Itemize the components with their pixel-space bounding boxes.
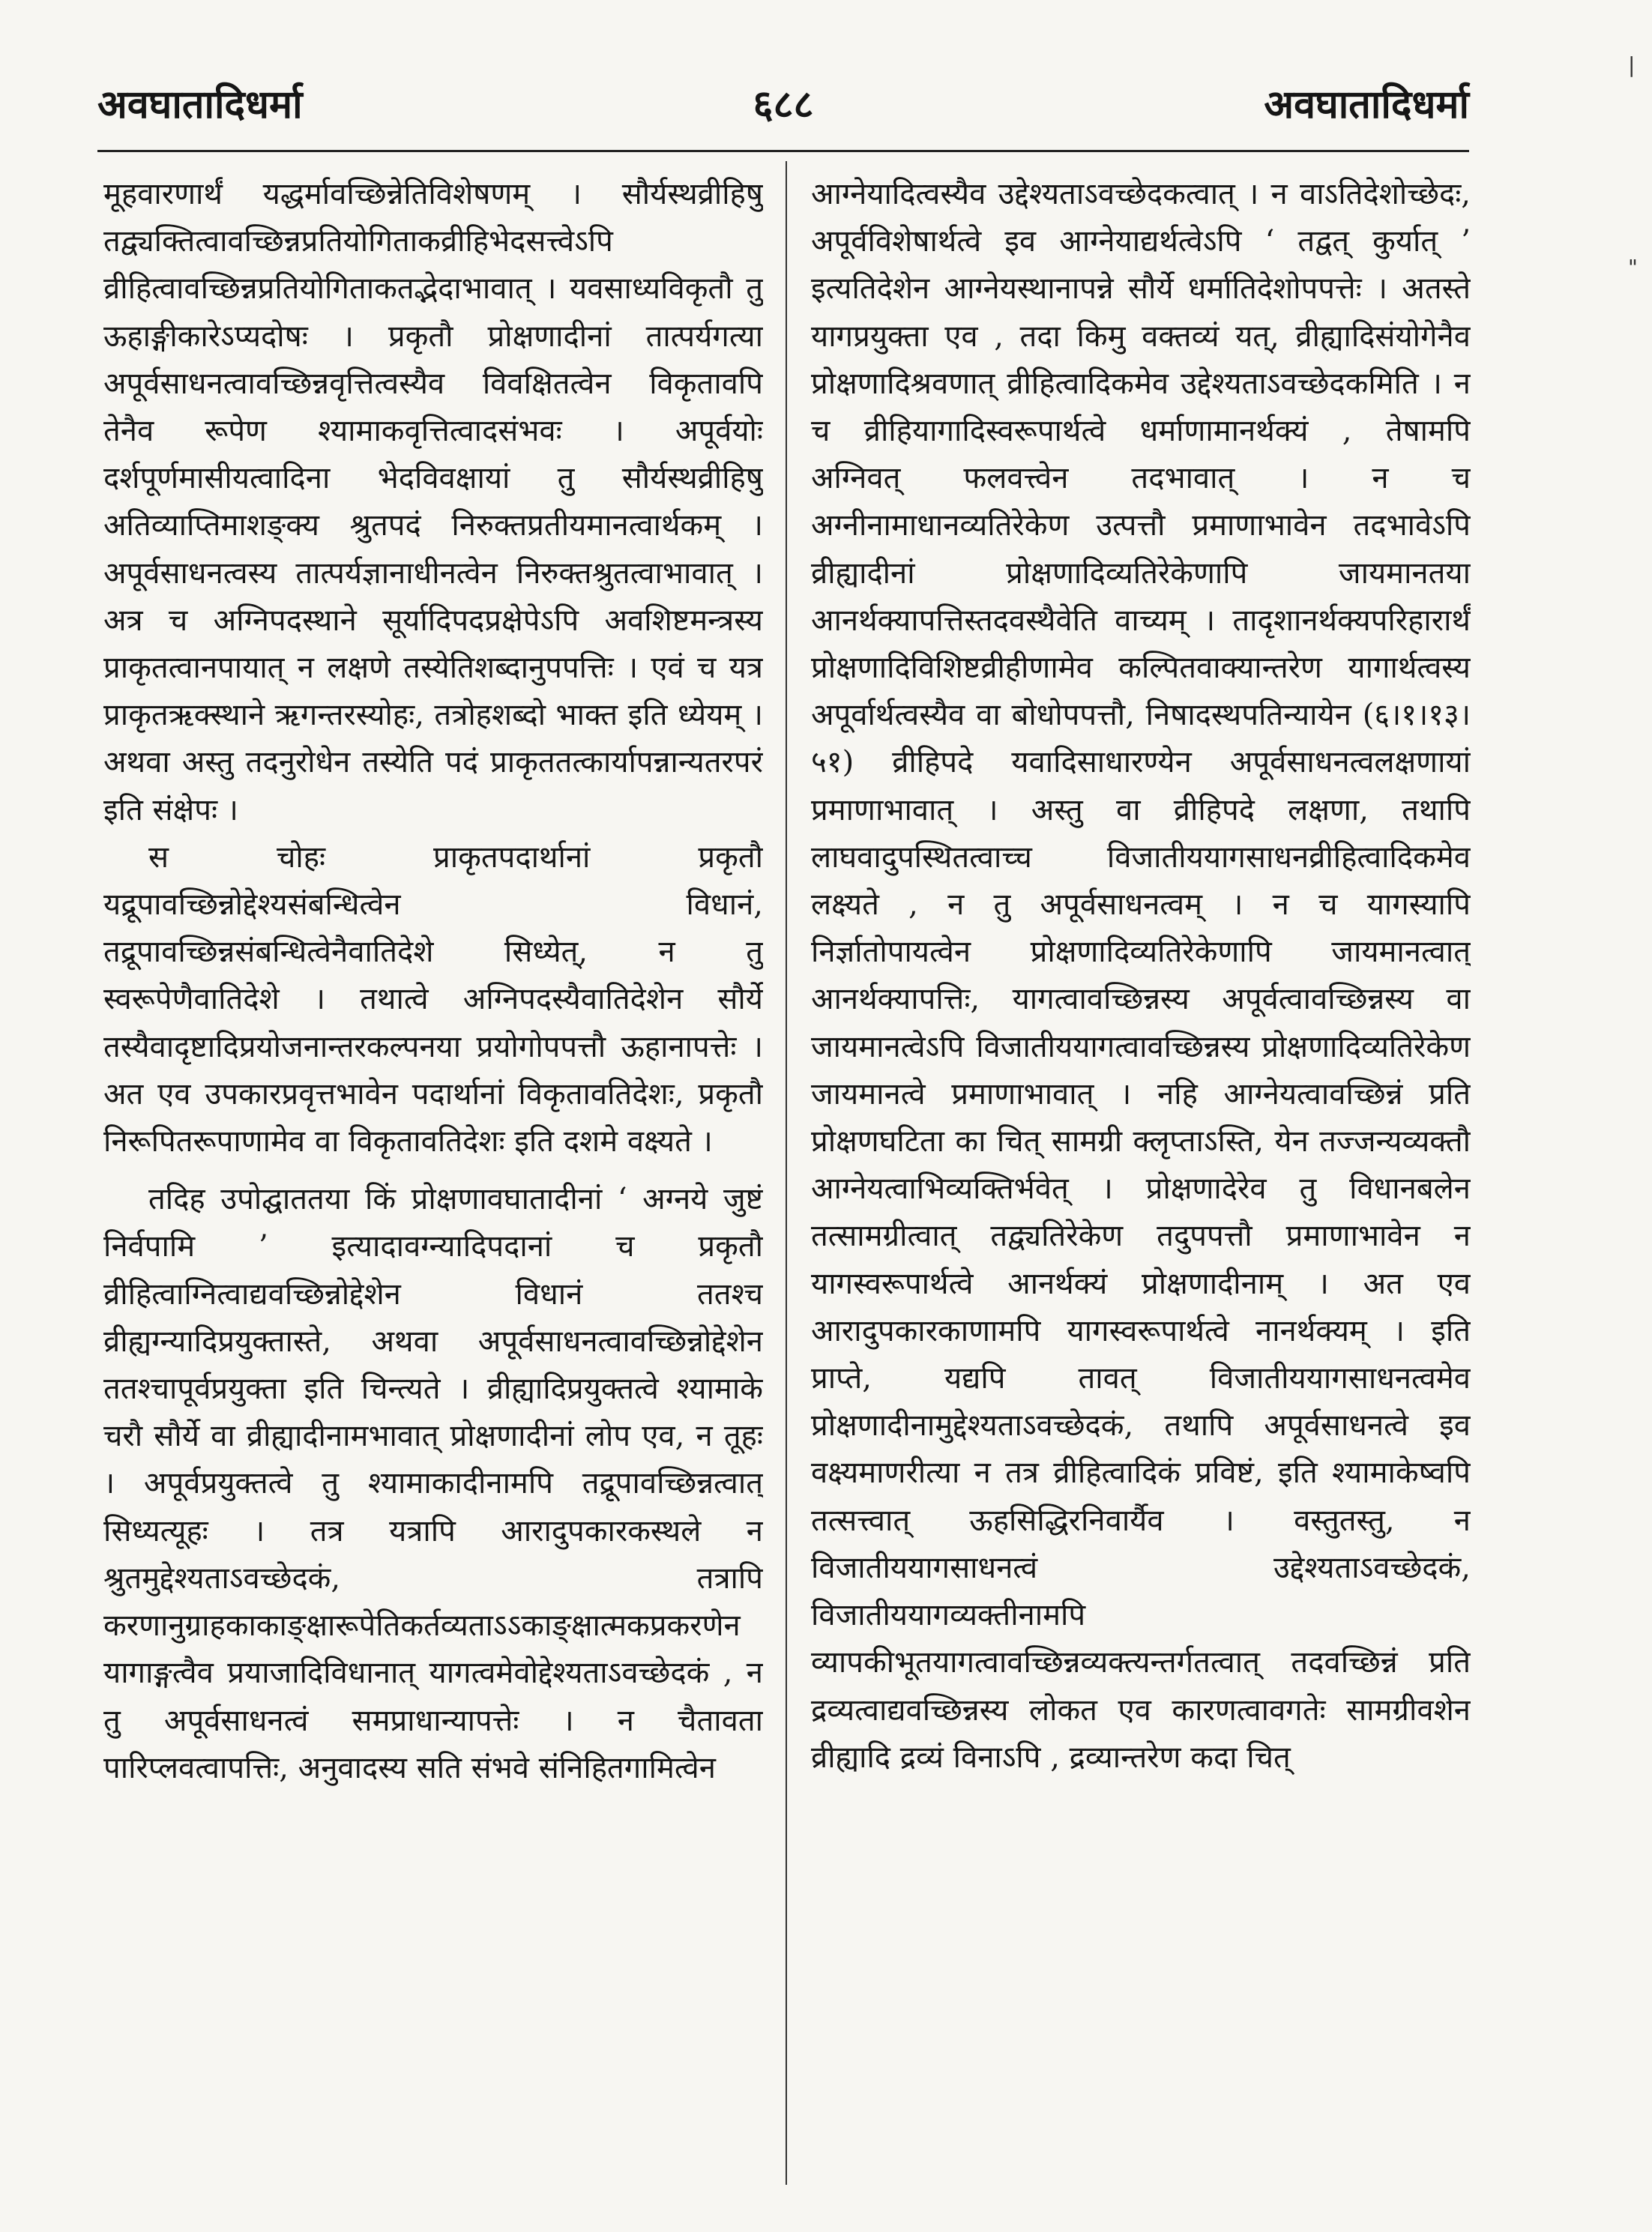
running-title-left: अवघातादिधर्मा (97, 82, 303, 127)
header-rule (97, 150, 1469, 152)
right-column (811, 171, 1471, 2187)
page-header (97, 75, 1469, 135)
running-title-right: अवघातादिधर्मा (1264, 82, 1469, 127)
page-number: ६८८ (753, 82, 814, 127)
left-paragraph-1: मूहवारणार्थं यद्धर्मावच्छिन्नेतिविशेषणम् । सौर्यस्थव्रीहिषु तद्व्यक्तित्वावच्छिन्नप्रतियोगिताकव्रीहिभेदसत्त्वेऽपि व्रीहित्वावच्छिन्नप्रतियोगिताकतद्भेदाभावात् । यवसाध्यविकृतौ तु ऊहाङ्गीकारेऽप्यदोषः । प्रकृतौ प्रोक्षणादीनां तात्पर्यगत्या अपूर्वसाधनत्वावच्छिन्नवृत्तित्वस्यैव विवक्षितत्वेन विकृतावपि तेनैव रूपेण श्यामाकवृत्तित्वादसंभवः । अपूर्वयोः दर्शपूर्णमासीयत्वादिना भेदविवक्षायां तु सौर्यस्थव्रीहिषु अतिव्याप्तिमाशङ्क्य श्रुतपदं निरुक्तप्रतीयमानत्वार्थकम् । अपूर्वसाधनत्वस्य तात्पर्यज्ञानाधीनत्वेन निरुक्तश्रुतत्वाभावात् । अत्र च अग्निपदस्थाने सूर्यादिपदप्रक्षेपेऽपि अवशिष्टमन्त्रस्य प्राकृतत्वानपायात् न लक्षणे तस्येतिशब्दानुपपत्तिः । एवं च यत्र प्राकृतऋक्स्थाने ऋगन्तरस्योहः, तत्रोहशब्दो भाक्त इति ध्येयम् । अथवा अस्तु तदनुरोधेन तस्येति पदं प्राकृततत्कार्यापन्नान्यतरपरं इति संक्षेपः । (103, 177, 763, 827)
edge-mark-top: | (1628, 52, 1636, 77)
column-divider (786, 161, 787, 2185)
left-column (103, 171, 763, 2187)
left-paragraph-3: तदिह उपोद्घाततया किं प्रोक्षणावघातादीनां ‘ अग्नये जुष्टं निर्वपामि ’ इत्यादावग्न्यादिपदानां च प्रकृतौ व्रीहित्वाग्नित्वाद्यवच्छिन्नोद्देशेन विधानं ततश्च व्रीह्यग्न्यादिप्रयुक्तास्ते, अथवा अपूर्वसाधनत्वावच्छिन्नोद्देशेन ततश्चापूर्वप्रयुक्ता इति चिन्त्यते । व्रीह्यादिप्रयुक्तत्वे श्यामाके चरौ सौर्ये वा व्रीह्यादीनामभावात् प्रोक्षणादीनां लोप एव, न तूहः । अपूर्वप्रयुक्तत्वे तु श्यामाकादीनामपि तद्रूपावच्छिन्नत्वात् सिध्यत्यूहः । तत्र यत्रापि आरादुपकारकस्थले न श्रुतमुद्देश्यताऽवच्छेदकं, तत्रापि करणानुग्राहकाकाङ्क्षारूपेतिकर्तव्यताऽऽकाङ्क्षात्मकप्रकरणेन यागाङ्गत्वैव प्रयाजादिविधानात् यागत्वमेवोद्देश्यताऽवच्छेदकं , न तु अपूर्वसाधनत्वं समप्राधान्यापत्तेः । न चैतावता पारिप्लवत्वापत्तिः, अनुवादस्य सति संभवे संनिहितगामित्वेन (103, 1182, 763, 1785)
right-paragraph-1: आग्नेयादित्वस्यैव उद्देश्यताऽवच्छेदकत्वात् । न वाऽतिदेशोच्छेदः, अपूर्वविशेषार्थत्वे इव आग्नेयाद्यर्थत्वेऽपि ‘ तद्वत् कुर्यात् ’ इत्यतिदेशेन आग्नेयस्थानापन्ने सौर्ये धर्मातिदेशोपपत्तेः । अतस्ते यागप्रयुक्ता एव , तदा किमु वक्तव्यं यत्, व्रीह्यादिसंयोगेनैव प्रोक्षणादिश्रवणात् व्रीहित्वादिकमेव उद्देश्यताऽवच्छेदकमिति । न च व्रीहियागादिस्वरूपार्थत्वे धर्माणामानर्थक्यं , तेषामपि अग्निवत् फलवत्त्वेन तदभावात् । न च अग्नीनामाधानव्यतिरेकेण उत्पत्तौ प्रमाणाभावेन तदभावेऽपि व्रीह्यादीनां प्रोक्षणादिव्यतिरेकेणापि जायमानतया आनर्थक्यापत्तिस्तदवस्थैवेति वाच्यम् । तादृशानर्थक्यपरिहारार्थं प्रोक्षणादिविशिष्टव्रीहीणामेव कल्पितवाक्यान्तरेण यागार्थत्वस्य अपूर्वार्थत्वस्यैव वा बोधोपपत्तौ, निषादस्थपतिन्यायेन (६।१।१३।५१) व्रीहिपदे यवादिसाधारण्येन अपूर्वसाधनत्वलक्षणायां प्रमाणाभावात् । अस्तु वा व्रीहिपदे लक्षणा, तथापि लाघवादुपस्थितत्वाच्च विजातीययागसाधनव्रीहित्वादिकमेव लक्ष्यते , न तु अपूर्वसाधनत्वम् । न च यागस्यापि निर्ज्ञातोपायत्वेन प्रोक्षणादिव्यतिरेकेणापि जायमानत्वात् आनर्थक्यापत्तिः, यागत्वावच्छिन्नस्य अपूर्वत्वावच्छिन्नस्य वा जायमानत्वेऽपि विजातीययागत्वावच्छिन्नस्य प्रोक्षणादिव्यतिरेकेण जायमानत्वे प्रमाणाभावात् । नहि आग्नेयत्वावच्छिन्नं प्रति प्रोक्षणघटिता का चित् सामग्री क्लृप्ताऽस्ति, येन तज्जन्यव्यक्तौ आग्नेयत्वाभिव्यक्तिर्भवेत् । प्रोक्षणादेरेव तु विधानबलेन तत्सामग्रीत्वात् तद्व्यतिरेकेण तदुपपत्तौ प्रमाणाभावेन न यागस्वरूपार्थत्वे आनर्थक्यं प्रोक्षणादीनाम् । अत एव आरादुपकारकाणामपि यागस्वरूपार्थत्वे नानर्थक्यम् । इति प्राप्ते, यद्यपि तावत् विजातीययागसाधनत्वमेव प्रोक्षणादीनामुद्देश्यताऽवच्छेदकं, तथापि अपूर्वसाधनत्वे इव वक्ष्यमाणरीत्या न तत्र व्रीहित्वादिकं प्रविष्टं, इति श्यामाकेष्वपि तत्सत्त्वात् ऊहसिद्धिरनिवार्यैव । वस्तुतस्तु, न विजातीययागसाधनत्वं उद्देश्यताऽवच्छेदकं, विजातीययागव्यक्तीनामपि व्यापकीभूतयागत्वावच्छिन्नव्यक्त्यन्तर्गतत्वात् तदवच्छिन्नं प्रति द्रव्यत्वाद्यवच्छिन्नस्य लोकत एव कारणत्वावगतेः सामग्रीवशेन व्रीह्यादि द्रव्यं विनाऽपि , द्रव्यान्तरेण कदा चित् (811, 177, 1471, 1775)
left-paragraph-2: स चोहः प्राकृतपदार्थानां प्रकृतौ यद्रूपावच्छिन्नोद्देश्यसंबन्धित्वेन विधानं, तद्रूपावच्छिन्नसंबन्धित्वेनैवातिदेशे सिध्येत्, न तु स्वरूपेणैवातिदेशे । तथात्वे अग्निपदस्यैवातिदेशेन सौर्ये तस्यैवादृष्टादिप्रयोजनान्तरकल्पनया प्रयोगोपपत्तौ ऊहानापत्तेः । अत एव उपकारप्रवृत्तभावेन पदार्थानां विकृतावतिदेशः, प्रकृतौ निरूपितरूपाणामेव वा विकृतावतिदेशः इति दशमे वक्ष्यते । (103, 839, 763, 1159)
edge-mark-mid: " (1628, 255, 1638, 280)
